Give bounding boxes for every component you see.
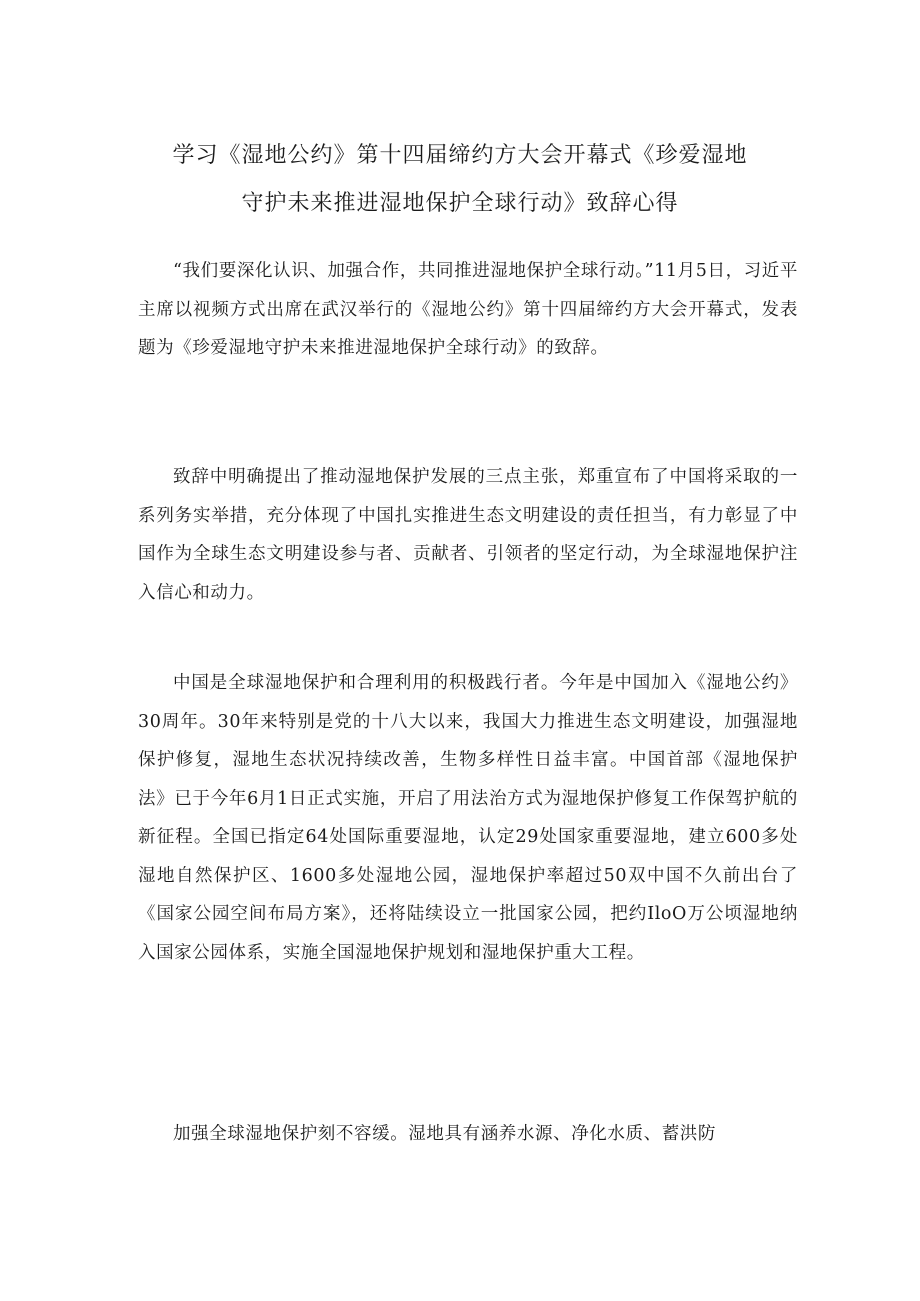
document-title-line-2: 守护未来推进湿地保护全球行动》致辞心得 <box>241 191 679 216</box>
paragraph-1: “我们要深化认识、加强合作，共同推进湿地保护全球行动。”11月5日，习近平主席以视频方式出席在武汉举行的《湿地公约》第十四届缔约方大会开幕式，发表题为《珍爱湿地守护未来推进湿地保护全球行动》的致辞。 <box>138 261 798 358</box>
paragraph-2: 致辞中明确提出了推动湿地保护发展的三点主张，郑重宣布了中国将采取的一系列务实举措，充分体现了中国扎实推进生态文明建设的责任担当，有力彰显了中国作为全球生态文明建设参与者、贡献者、引领者的坚定行动，为全球湿地保护注入信心和动力。 <box>138 467 798 603</box>
paragraph-4: 加强全球湿地保护刻不容缓。湿地具有涵养水源、净化水质、蓄洪防 <box>173 1124 716 1144</box>
document-title-line-1: 学习《湿地公约》第十四届缔约方大会开幕式《珍爱湿地 <box>172 143 748 168</box>
paragraph-3: 中国是全球湿地保护和合理利用的积极践行者。今年是中国加入《湿地公约》30周年。30年来特别是党的十八大以来，我国大力推进生态文明建设，加强湿地保护修复，湿地生态状况持续改善，生物多样性日益丰富。中国首部《湿地保护法》已于今年6月1日正式实施，开启了用法治方式为湿地保护修复工作保驾护航的新征程。全国已指定64处国际重要湿地，认定29处国家重要湿地，建立600多处湿地自然保护区、1600多处湿地公园，湿地保护率超过50双中国不久前出台了《国家公园空间布局方案》，还将陆续设立一批国家公园，把约IloO万公顷湿地纳入国家公园体系，实施全国湿地保护规划和湿地保护重大工程。 <box>138 673 798 963</box>
